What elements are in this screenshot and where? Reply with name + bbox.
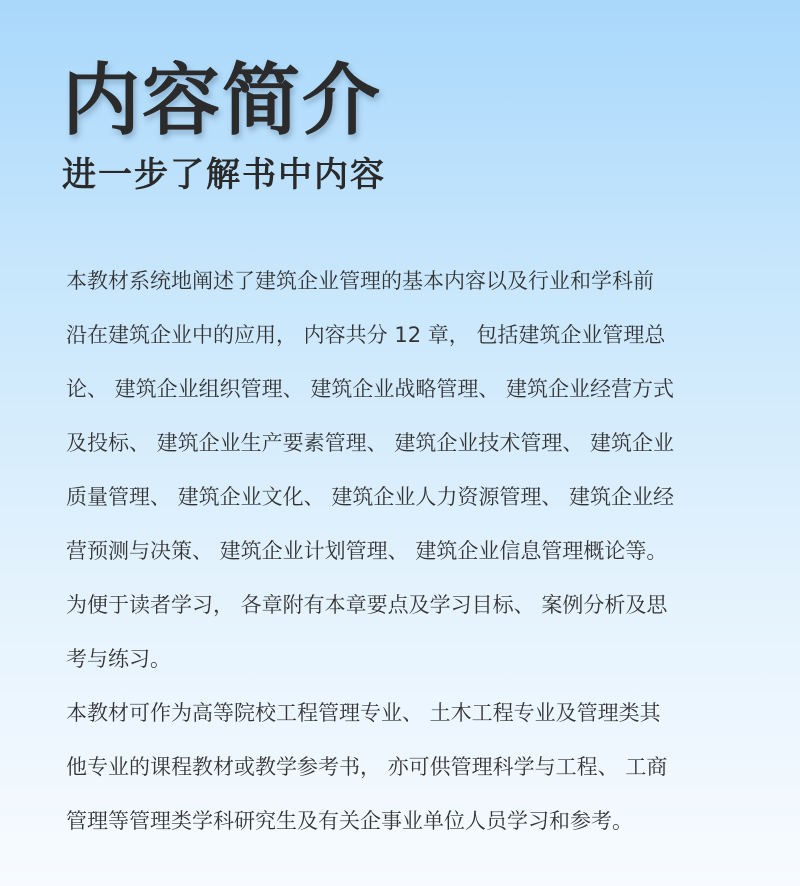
page-title: 内容简介 <box>62 56 383 146</box>
page-subtitle: 进一步了解书中内容 <box>62 155 386 195</box>
description-line: 考与练习。 <box>66 647 171 671</box>
description-line: 沿在建筑企业中的应用， 内容共分 12 章， 包括建筑企业管理总 <box>66 323 666 347</box>
description-line: 他专业的课程教材或教学参考书， 亦可供管理科学与工程、 工商 <box>66 755 668 779</box>
intro-header <box>62 56 386 195</box>
description-line: 本教材系统地阐述了建筑企业管理的基本内容以及行业和学科前 <box>66 269 654 293</box>
description-line: 论、 建筑企业组织管理、 建筑企业战略管理、 建筑企业经营方式 <box>66 377 675 401</box>
description-line: 管理等管理类学科研究生及有关企事业单位人员学习和参考。 <box>66 809 633 833</box>
description-line: 质量管理、 建筑企业文化、 建筑企业人力资源管理、 建筑企业经 <box>66 485 675 509</box>
description-line: 营预测与决策、 建筑企业计划管理、 建筑企业信息管理概论等。 <box>66 539 668 563</box>
description-line: 本教材可作为高等院校工程管理专业、 土木工程专业及管理类其 <box>66 701 661 725</box>
description-line: 为便于读者学习， 各章附有本章要点及学习目标、 案例分析及思 <box>66 593 668 617</box>
description-line: 及投标、 建筑企业生产要素管理、 建筑企业技术管理、 建筑企业 <box>66 431 675 455</box>
description-text <box>66 254 742 848</box>
